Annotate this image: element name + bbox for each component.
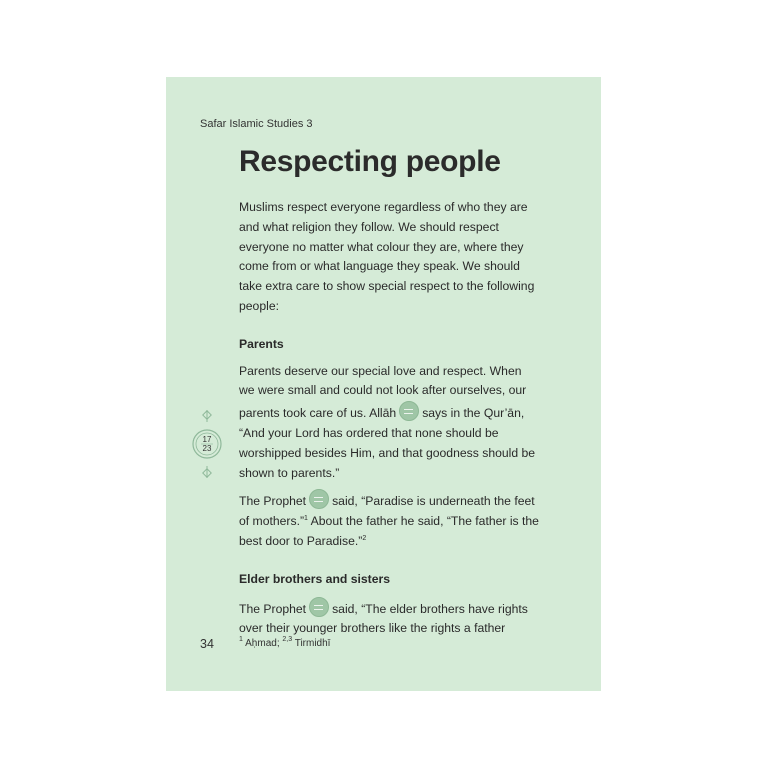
ayah-number: 23 — [202, 444, 212, 453]
honorific-symbol-icon — [309, 597, 329, 617]
footnote: $^1$ Aḥmad; $^{2,3}$ Tirmidhī — [239, 636, 331, 649]
page-content — [239, 198, 539, 639]
surah-number: 17 — [202, 435, 212, 444]
running-header: Safar Islamic Studies 3 — [200, 118, 313, 130]
prophet-paragraph: The Prophet said, “Paradise is underneath the feet of mothers.”$^1$ About the father he said, “The father is the best door to Paradise.”$^2$ — [239, 489, 539, 551]
section-heading-elders: Elder brothers and sisters — [239, 571, 391, 586]
section-heading-parents: Parents — [239, 336, 284, 351]
footnote-marker: 2 — [362, 534, 367, 542]
intro-paragraph: Muslims respect everyone regardless of who they are and what religion they follow. We should respect everyone no matter what colour they are, where they come from or what language they speak. We should take extra care to show special respect to the following people: — [239, 200, 535, 313]
quran-reference-icon — [192, 410, 222, 478]
footnote-marker: 1 — [304, 515, 308, 523]
parents-paragraph: Parents deserve our special love and respect. When we were small and could not look after ourselves, our parents took care of us. Allāh says in the Qur’ān, “And your Lord has ordered that none should be worshipped besides Him, and that goodness should be shown to parents.” — [239, 363, 536, 480]
book-page — [166, 77, 601, 691]
quran-quote: “And your Lord has ordered that none should be worshipped besides Him, and that goodness should be shown to parents.” — [239, 425, 536, 480]
honorific-symbol-icon — [399, 401, 419, 421]
elders-paragraph: The Prophet said, “The elder brothers have rights over their younger brothers like the rights a father — [239, 597, 539, 640]
page-title: Respecting people — [239, 145, 501, 178]
honorific-symbol-icon — [309, 489, 329, 509]
page-number: 34 — [200, 637, 214, 651]
